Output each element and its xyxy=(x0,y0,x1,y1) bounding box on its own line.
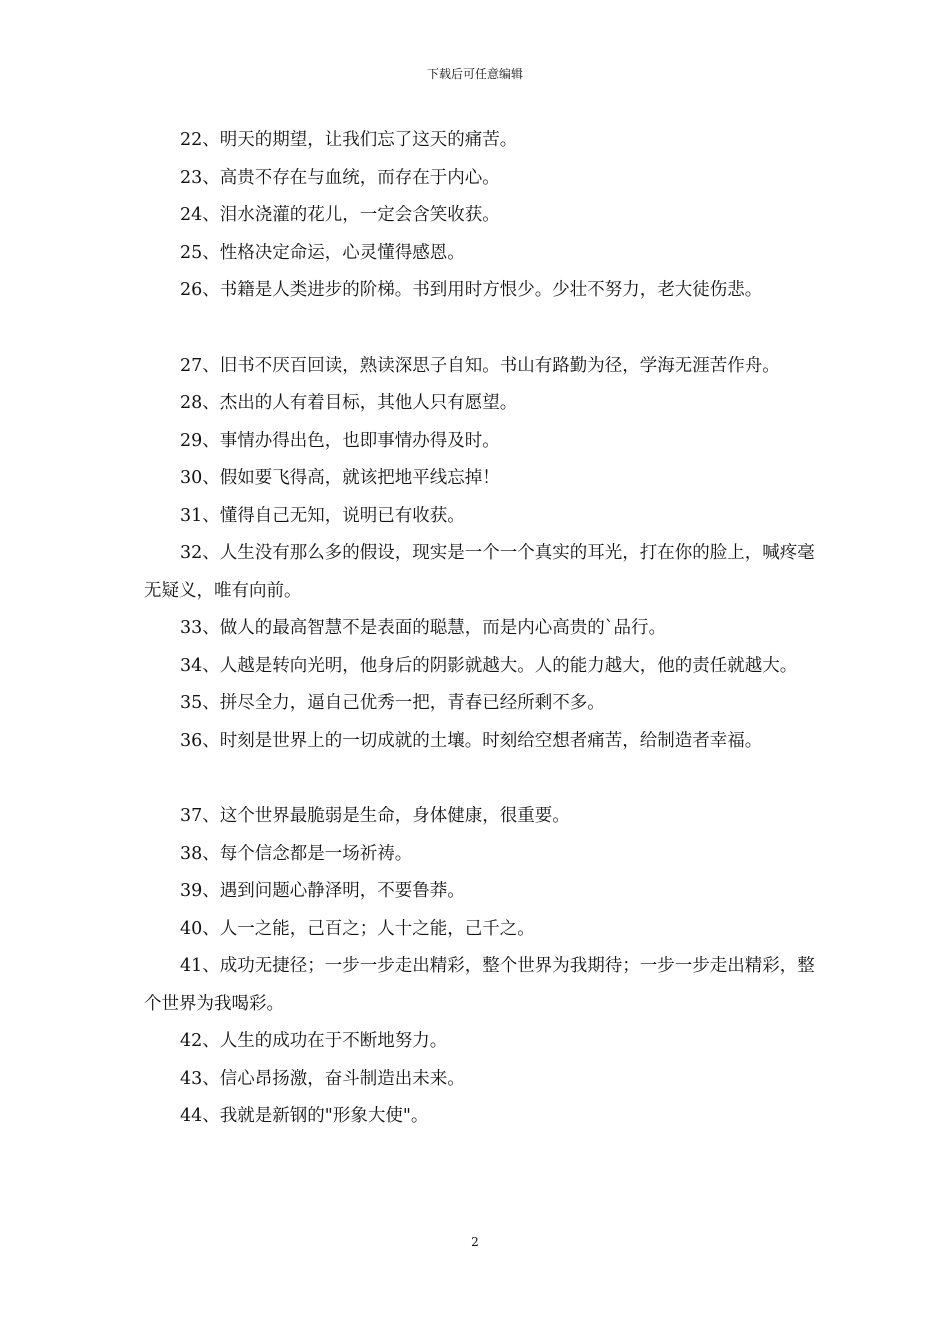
paragraph-43: 43、信心昂扬激，奋斗制造出未来。 xyxy=(180,1068,465,1089)
paragraph-40: 40、人一之能，己百之；人十之能，己千之。 xyxy=(180,918,535,939)
page-header: 下载后可任意编辑 xyxy=(426,67,523,81)
paragraph-44: 44、我就是新钢的"形象大使"。 xyxy=(180,1106,429,1126)
paragraph-39: 39、遇到问题心静泽明，不要鲁莽。 xyxy=(180,881,465,901)
document-body xyxy=(144,122,824,1136)
paragraph-27: 27、旧书不厌百回读，熟读深思子自知。书山有路勤为径，学海无涯苦作舟。 xyxy=(180,355,780,376)
paragraph-26: 26、书籍是人类进步的阶梯。书到用时方恨少。少壮不努力，老大徒伤悲。 xyxy=(180,280,763,300)
paragraph-31: 31、懂得自己无知，说明已有收获。 xyxy=(180,505,465,526)
page-number: 2 xyxy=(471,1235,479,1249)
paragraph-38: 38、每个信念都是一场祈祷。 xyxy=(180,843,413,864)
paragraph-36: 36、时刻是世界上的一切成就的土壤。时刻给空想者痛苦，给制造者幸福。 xyxy=(180,730,763,751)
paragraph-22: 22、明天的期望，让我们忘了这天的痛苦。 xyxy=(180,130,518,150)
paragraph-23: 23、高贵不存在与血统，而存在于内心。 xyxy=(180,167,500,188)
paragraph-42: 42、人生的成功在于不断地努力。 xyxy=(180,1031,448,1051)
paragraph-32: 32、人生没有那么多的假设，现实是一个一个真实的耳光，打在你的脸上，喊疼毫无疑义，唯有向前。 xyxy=(144,543,815,601)
paragraph-28: 28、杰出的人有着目标，其他人只有愿望。 xyxy=(180,393,518,413)
paragraph-29: 29、事情办得出色，也即事情办得及时。 xyxy=(180,430,500,451)
paragraph-33: 33、做人的最高智慧不是表面的聪慧，而是内心高贵的`品行。 xyxy=(180,618,667,638)
paragraph-25: 25、性格决定命运，心灵懂得感恩。 xyxy=(180,242,465,263)
paragraph-24: 24、泪水浇灌的花儿，一定会含笑收获。 xyxy=(180,205,500,225)
paragraph-41: 41、成功无捷径；一步一步走出精彩，整个世界为我期待；一步一步走出精彩，整个世界为我喝彩。 xyxy=(144,956,815,1014)
paragraph-30: 30、假如要飞得高，就该把地平线忘掉！ xyxy=(180,468,500,488)
paragraph-34: 34、人越是转向光明，他身后的阴影就越大。人的能力越大，他的责任就越大。 xyxy=(180,655,798,676)
paragraph-37: 37、这个世界最脆弱是生命，身体健康，很重要。 xyxy=(180,806,570,826)
paragraph-35: 35、拼尽全力，逼自己优秀一把，青春已经所剩不多。 xyxy=(180,693,605,713)
